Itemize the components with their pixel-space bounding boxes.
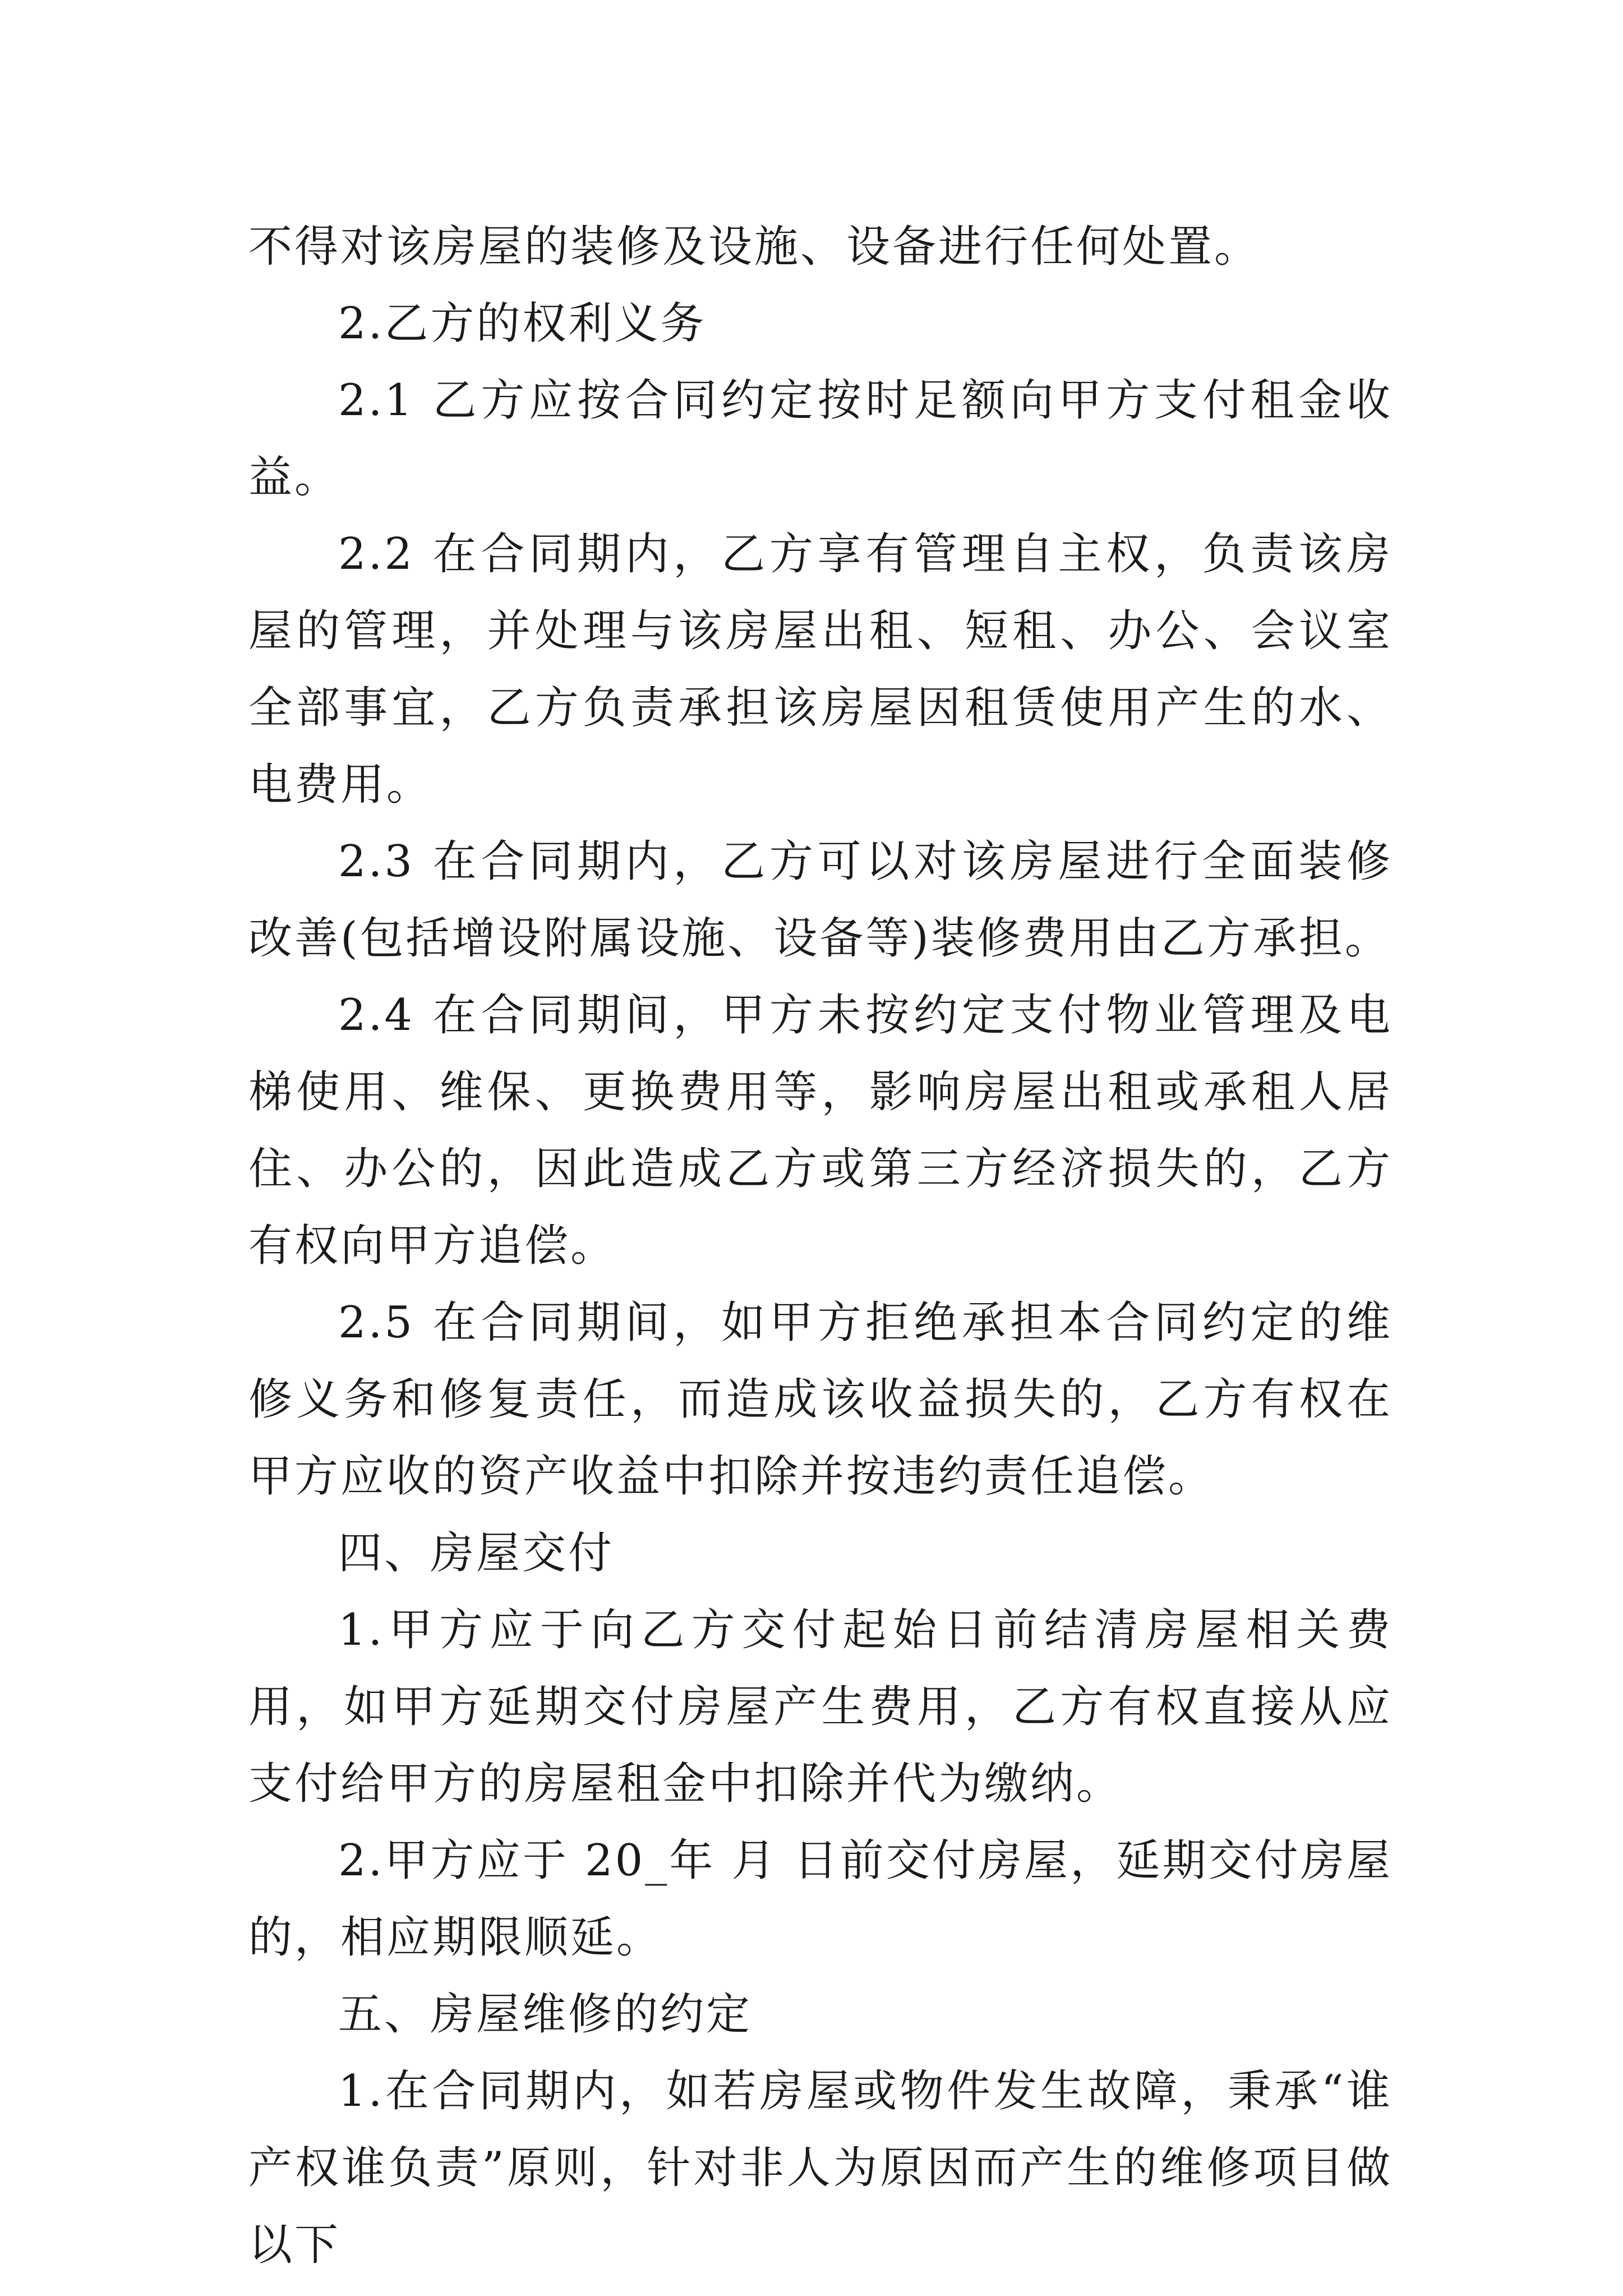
paragraph-clause-2-1: 2.1 乙方应按合同约定按时足额向甲方支付租金收益。 [248,375,1393,503]
paragraph-clause-2-2: 2.2 在合同期内，乙方享有管理自主权，负责该房屋的管理，并处理与该房屋出租、短租、办公、会议室全部事宜，乙方负责承担该房屋因租赁使用产生的水、电费用。 [248,529,1393,810]
paragraph-delivery-1: 1.甲方应于向乙方交付起始日前结清房屋相关费用，如甲方延期交付房屋产生费用，乙方有权直接从应支付给甲方的房屋租金中扣除并代为缴纳。 [248,1605,1393,1809]
paragraph-continuation: 不得对该房屋的装修及设施、设备进行任何处置。 [248,222,1261,272]
paragraph-clause-2-4: 2.4 在合同期间，甲方未按约定支付物业管理及电梯使用、维保、更换费用等，影响房屋出租或承租人居住、办公的，因此造成乙方或第三方经济损失的，乙方有权向甲方追偿。 [248,990,1393,1271]
paragraph-clause-2-3: 2.3 在合同期内，乙方可以对该房屋进行全面装修改善(包括增设附属设施、设备等)装修费用由乙方承担。 [248,836,1393,964]
paragraph-clause-2-5: 2.5 在合同期间，如甲方拒绝承担本合同约定的维修义务和修复责任，而造成该收益损失的，乙方有权在甲方应收的资产收益中扣除并按违约责任追偿。 [248,1297,1393,1502]
section-heading-maintenance: 五、房屋维修的约定 [338,1989,753,2040]
document-body [248,209,1393,2284]
paragraph-maintenance-1: 1.在合同期内，如若房屋或物件发生故障，秉承“谁产权谁负责”原则，针对非人为原因而产生的维修项目做以下 [248,2066,1393,2270]
section-heading-delivery: 四、房屋交付 [338,1528,615,1579]
paragraph-section-2-heading: 2.乙方的权利义务 [338,298,707,349]
paragraph-delivery-2: 2.甲方应于 20_年 月 日前交付房屋，延期交付房屋的，相应期限顺延。 [248,1835,1393,1963]
